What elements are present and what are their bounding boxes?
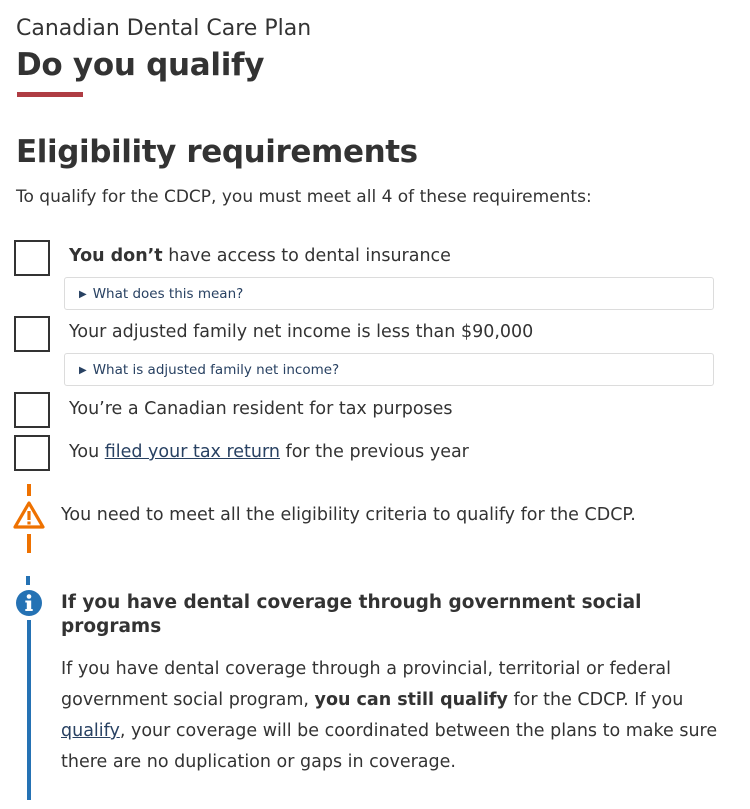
info-body-text: , your coverage will be coordinated between the plans to make sure there are no duplication or gaps in coverage. — [61, 721, 718, 772]
requirement-family-income: Your adjusted family net income is less than $90,000 — [69, 322, 534, 342]
requirement-no-dental-insurance — [69, 246, 451, 266]
details-summary: What does this mean? — [92, 286, 244, 302]
requirement-label-end: for the previous year — [279, 442, 469, 462]
page-title: Do you qualify — [16, 47, 265, 83]
info-body-emphasis: you can still qualify — [314, 690, 508, 710]
warning-rule-top — [27, 484, 31, 496]
requirement-label-start: You — [69, 442, 105, 462]
info-rule — [27, 620, 31, 800]
eligibility-intro: To qualify for the CDCP, you must meet all 4 of these requirements: — [16, 187, 592, 207]
expand-triangle-icon: ▶ — [79, 289, 87, 300]
info-heading: If you have dental coverage through government social programs — [61, 592, 642, 637]
expand-triangle-icon: ▶ — [79, 365, 87, 376]
qualify-link[interactable]: qualify — [61, 721, 120, 741]
requirement-emphasis: You don’t — [69, 246, 163, 266]
checkbox-no-dental-insurance[interactable] — [14, 240, 50, 276]
info-icon — [15, 589, 43, 617]
requirement-label: have access to dental insurance — [162, 246, 451, 266]
filed-tax-return-link[interactable]: filed your tax return — [104, 442, 280, 462]
info-rule-top — [26, 576, 30, 585]
title-underline — [17, 92, 83, 97]
requirement-filed-tax-return — [69, 442, 469, 462]
checkbox-filed-tax-return[interactable] — [14, 435, 50, 471]
info-body-text: If you have dental coverage through a provincial, territorial or federal government social program, — [61, 659, 672, 710]
info-body-text: for the CDCP. If you — [507, 690, 684, 710]
checkbox-canadian-resident[interactable] — [14, 392, 50, 428]
warning-icon — [13, 500, 45, 530]
requirement-canadian-resident: You’re a Canadian resident for tax purposes — [69, 399, 453, 419]
details-adjusted-family-net-income[interactable] — [64, 353, 714, 386]
eligibility-heading: Eligibility requirements — [16, 134, 418, 170]
checkbox-family-income[interactable] — [14, 316, 50, 352]
page-pre-title: Canadian Dental Care Plan — [16, 16, 312, 41]
warning-text: You need to meet all the eligibility criteria to qualify for the CDCP. — [61, 505, 636, 525]
info-body — [61, 654, 721, 778]
warning-rule-bottom — [27, 534, 31, 553]
details-summary: What is adjusted family net income? — [92, 362, 340, 378]
details-what-does-this-mean[interactable] — [64, 277, 714, 310]
